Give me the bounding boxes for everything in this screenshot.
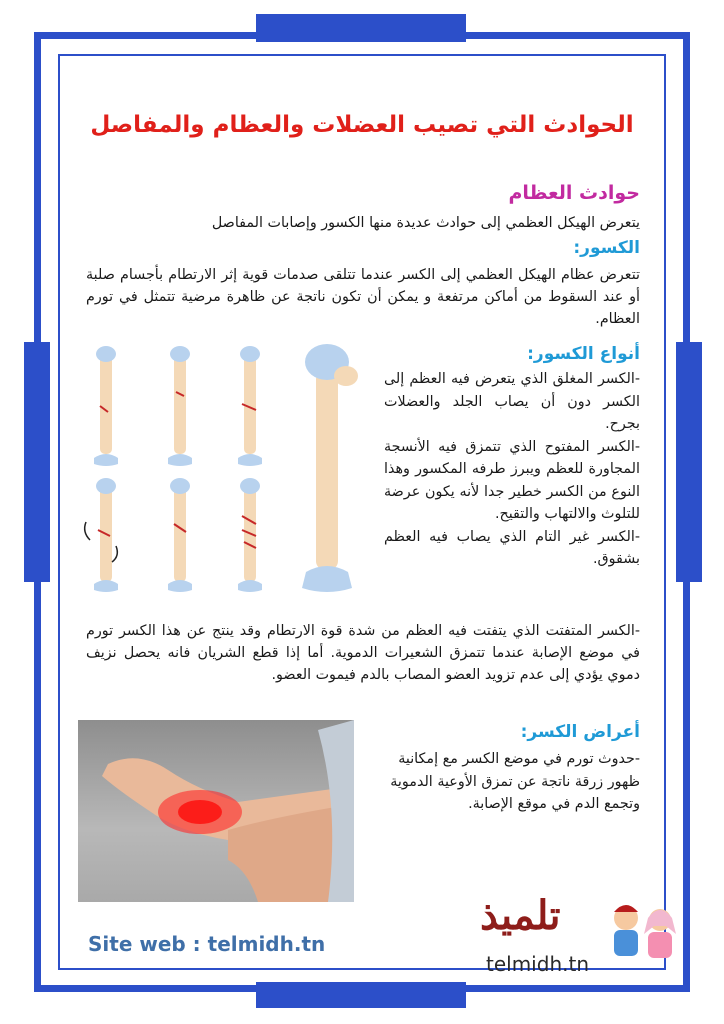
bones-intro: يتعرض الهيكل العظمي إلى حوادث عديدة منها الكسور وإصابات المفاصل: [211, 215, 640, 231]
fracture-types-heading: أنواع الكسور:: [527, 344, 640, 364]
comminuted-fracture-item: -الكسر المتفتت الذي يتفتت فيه العظم من شدة قوة الارتطام وقد ينتج عن هذا الكسر تورم في موضع الإصابة عندما تتمزق الشعيرات الدموية. أما إذا قطع الشريان فانه يحصل نزيف دموي يؤدي إلى عدم تزويد العضو المصاب بالدم فيموت العضو.: [86, 623, 640, 683]
bone-greenstick-fracture: [94, 346, 118, 466]
fracture-types-illustration: [78, 340, 378, 596]
closed-fracture-item: -الكسر المغلق الذي يتعرض فيه العظم إلى الكسر دون أن يصاب الجلد والعضلات بجرح.: [384, 371, 640, 432]
bone-transverse-fracture: [168, 478, 192, 592]
section-heading-bones: حوادث العظام: [508, 182, 640, 204]
arm-illustration: [78, 720, 354, 902]
bone-comminuted-fracture: [238, 478, 262, 592]
fractures-description: تتعرض عظام الهيكل العظمي إلى الكسر عندما تتلقى صدمات قوية إثر الارتطام بأجسام صلبة أو عند السقوط من أماكن مرتفعة و يمكن أن تكون ناتجة عن ظاهرة مرضية تتمثل في تورم العظام.: [86, 267, 640, 327]
fracture-types-list: [384, 368, 640, 571]
page-title: الحوادث التي تصيب العضلات والعظام والمفاصل: [90, 112, 634, 138]
frame-bar-right: [676, 342, 702, 582]
logo-latin-text: telmidh.tn: [486, 952, 589, 976]
fractures-heading: الكسور:: [573, 238, 640, 258]
femur-bone-large: [302, 344, 358, 592]
frame-bar-bottom: [256, 982, 466, 1008]
frame-bar-top: [256, 14, 466, 42]
symptoms-heading: أعراض الكسر:: [520, 722, 640, 742]
open-fracture-item: -الكسر المفتوح الذي تتمزق فيه الأنسجة المجاورة للعظم ويبرز طرفه المكسور وهذا النوع من الكسر خطير جدا لأنه يكون عرضة للتلوث والالتهاب والتقيح.: [384, 438, 640, 522]
bone-closed-fracture: [238, 346, 262, 466]
logo-arabic-text: تلميذ: [480, 892, 561, 939]
symptoms-text: -حدوث تورم في موضع الكسر مع إمكانية ظهور زرقة ناتجة عن تمزق الأوعية الدموية وتجمع الدم في موقع الإصابة.: [390, 751, 640, 812]
bone-open-fracture: [85, 478, 118, 592]
bone-incomplete-fracture: [168, 346, 192, 466]
frame-bar-left: [24, 342, 50, 582]
injured-arm-photo: [78, 720, 354, 902]
incomplete-fracture-item: -الكسر غير التام الذي يصاب فيه العظم بشقوق.: [384, 528, 640, 567]
site-web-label[interactable]: Site web : telmidh.tn: [88, 932, 326, 956]
